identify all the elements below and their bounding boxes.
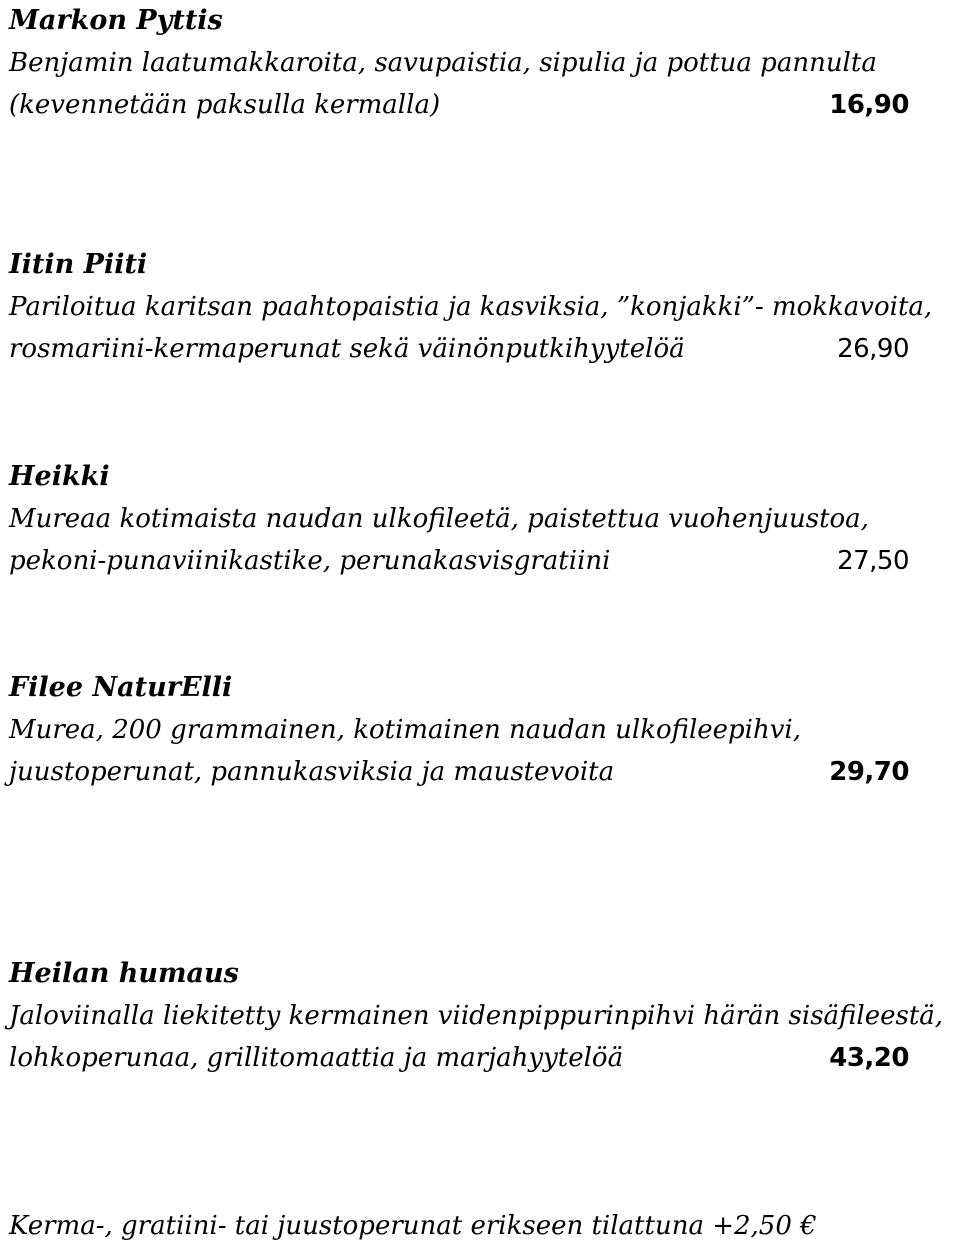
menu-item-description-end: (kevennetään paksulla kermalla): [9, 90, 441, 120]
menu-item-price: 16,90: [829, 90, 909, 120]
menu-item-last-line: [9, 751, 909, 793]
menu-item-description-end: juustoperunat, pannukasviksia ja maustevoita: [9, 757, 615, 787]
menu-item-title: Filee NaturElli: [9, 672, 233, 703]
menu-item-title: Markon Pyttis: [9, 5, 223, 36]
menu-item-last-line: [9, 84, 909, 126]
menu-item-last-line: [9, 1037, 909, 1079]
menu-item-description: Benjamin laatumakkaroita, savupaistia, sipulia ja pottua pannulta: [9, 48, 877, 78]
menu-item-description: Jaloviinalla liekitetty kermainen viidenpippurinpihvi härän sisäfileestä,: [9, 1001, 944, 1031]
menu-item-iitin-piiti: [9, 244, 933, 370]
menu-item-price: 27,50: [837, 546, 909, 576]
menu-item-description-end: lohkoperunaa, grillitomaattia ja marjahyytelöä: [9, 1043, 624, 1073]
menu-item-description: Pariloitua karitsan paahtopaistia ja kasviksia, ”konjakki”- mokkavoita,: [9, 292, 933, 322]
menu-item-description: Murea, 200 grammainen, kotimainen naudan ulkofileepihvi,: [9, 715, 802, 745]
menu-item-last-line: [9, 540, 909, 582]
menu-item-description-end: pekoni-punaviinikastike, perunakasvisgratiini: [9, 546, 611, 576]
menu-item-description-end: rosmariini-kermaperunat sekä väinönputkihyytelöä: [9, 334, 685, 364]
menu-item-description: Mureaa kotimaista naudan ulkofileetä, paistettua vuohenjuustoa,: [9, 504, 869, 534]
menu-item-heilan-humaus: [9, 953, 944, 1079]
side-dish-note: Kerma-, gratiini- tai juustoperunat erikseen tilattuna +2,50 €: [9, 1211, 817, 1241]
menu-item-title: Iitin Piiti: [9, 249, 148, 280]
menu-item-last-line: [9, 328, 909, 370]
menu-item-markon-pyttis: [9, 0, 909, 126]
menu-item-price: 29,70: [829, 757, 909, 787]
menu-item-title: Heikki: [9, 461, 110, 492]
menu-item-heikki: [9, 456, 909, 582]
menu-item-price: 26,90: [837, 334, 909, 364]
menu-item-filee-naturelli: [9, 667, 909, 793]
menu-item-price: 43,20: [829, 1043, 909, 1073]
menu-item-title: Heilan humaus: [9, 958, 239, 989]
